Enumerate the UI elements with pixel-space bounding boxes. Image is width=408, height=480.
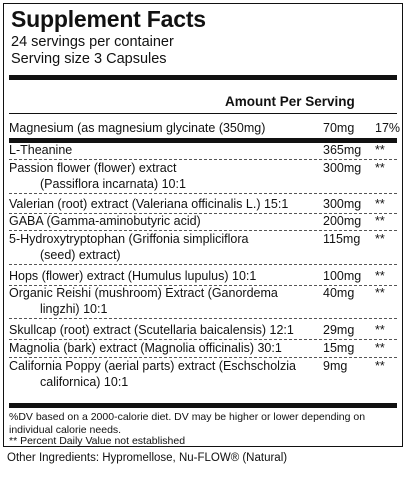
ingredient-amount: 15mg [323,341,355,355]
ingredient-dv: ** [375,232,385,246]
ingredient-dv: ** [375,269,385,283]
ingredient-name-line1: GABA (Gamma-aminobutyric acid) [9,214,201,228]
ingredient-amount: 29mg [323,323,355,337]
amount-per-serving-header: Amount Per Serving [225,94,355,109]
ingredient-amount: 40mg [323,286,355,300]
supplement-facts-panel [3,3,403,447]
nutrient-amount: 70mg [323,121,355,135]
ingredient-name [9,196,309,212]
thick-divider-top [9,75,397,80]
ingredient-name [9,213,309,229]
ingredient-name-line2: (seed) extract) [40,248,121,262]
ingredient-name [9,358,309,390]
ingredient-amount: 200mg [323,214,362,228]
ingredient-dv: ** [375,323,385,337]
ingredient-amount: 365mg [323,143,362,157]
ingredient-name [9,142,309,158]
ingredient-name-line1: 5-Hydroxytryptophan (Griffonia simpliciflora [9,232,249,246]
ingredient-name [9,285,309,317]
nutrient-name: Magnesium (as magnesium glycinate (350mg) [9,121,266,135]
ingredient-amount: 300mg [323,197,362,211]
ingredient-amount: 300mg [323,161,362,175]
row-divider [9,318,397,319]
ingredient-dv: ** [375,341,385,355]
ingredient-name-line2: lingzhi) 10:1 [40,302,108,316]
ingredient-name-line1: Organic Reishi (mushroom) Extract (Ganordema [9,286,278,300]
thick-divider-bottom [9,403,397,408]
ingredient-amount: 9mg [323,359,348,373]
ingredient-dv: ** [375,214,385,228]
dv-footnote: %DV based on a 2000-calorie diet. DV may be higher or lower depending on individual calorie needs. [9,411,366,436]
ingredient-name [9,268,309,284]
serving-size: Serving size 3 Capsules [11,51,167,67]
ingredient-name [9,160,309,192]
ingredient-dv: ** [375,197,385,211]
ingredient-name-line1: Valerian (root) extract (Valeriana officinalis L.) 15:1 [9,197,289,211]
other-ingredients: Other Ingredients: Hypromellose, Nu-FLOW® (Natural) [7,452,288,464]
ingredient-name-line1: Magnolia (bark) extract (Magnolia officinalis) 30:1 [9,341,282,355]
ingredient-name-line1: Skullcap (root) extract (Scutellaria baicalensis) 12:1 [9,323,294,337]
ingredient-dv: ** [375,359,385,373]
ingredient-name-line1: Passion flower (flower) extract [9,161,177,175]
ingredient-name-line2: californica) 10:1 [40,375,129,389]
ingredient-name-line1: L-Theanine [9,143,73,157]
ingredient-dv: ** [375,161,385,175]
ingredient-dv: ** [375,143,385,157]
ingredient-amount: 100mg [323,269,362,283]
row-divider [9,264,397,265]
ingredient-name [9,231,309,263]
ingredient-name-line1: California Poppy (aerial parts) extract (Eschscholzia [9,359,296,373]
ingredient-amount: 115mg [323,232,361,246]
header-divider [9,113,397,114]
ingredient-name-line1: Hops (flower) extract (Humulus lupulus) 10:1 [9,269,257,283]
ingredient-name [9,340,309,356]
ingredient-name-line2: (Passiflora incarnata) 10:1 [40,177,186,191]
ingredient-name [9,322,309,338]
panel-title: Supplement Facts [11,6,206,32]
row-divider [9,193,397,194]
nutrient-dv: 17% [375,121,401,135]
stars-footnote: ** Percent Daily Value not established [9,435,186,447]
ingredient-dv: ** [375,286,385,300]
servings-per-container: 24 servings per container [11,34,174,50]
